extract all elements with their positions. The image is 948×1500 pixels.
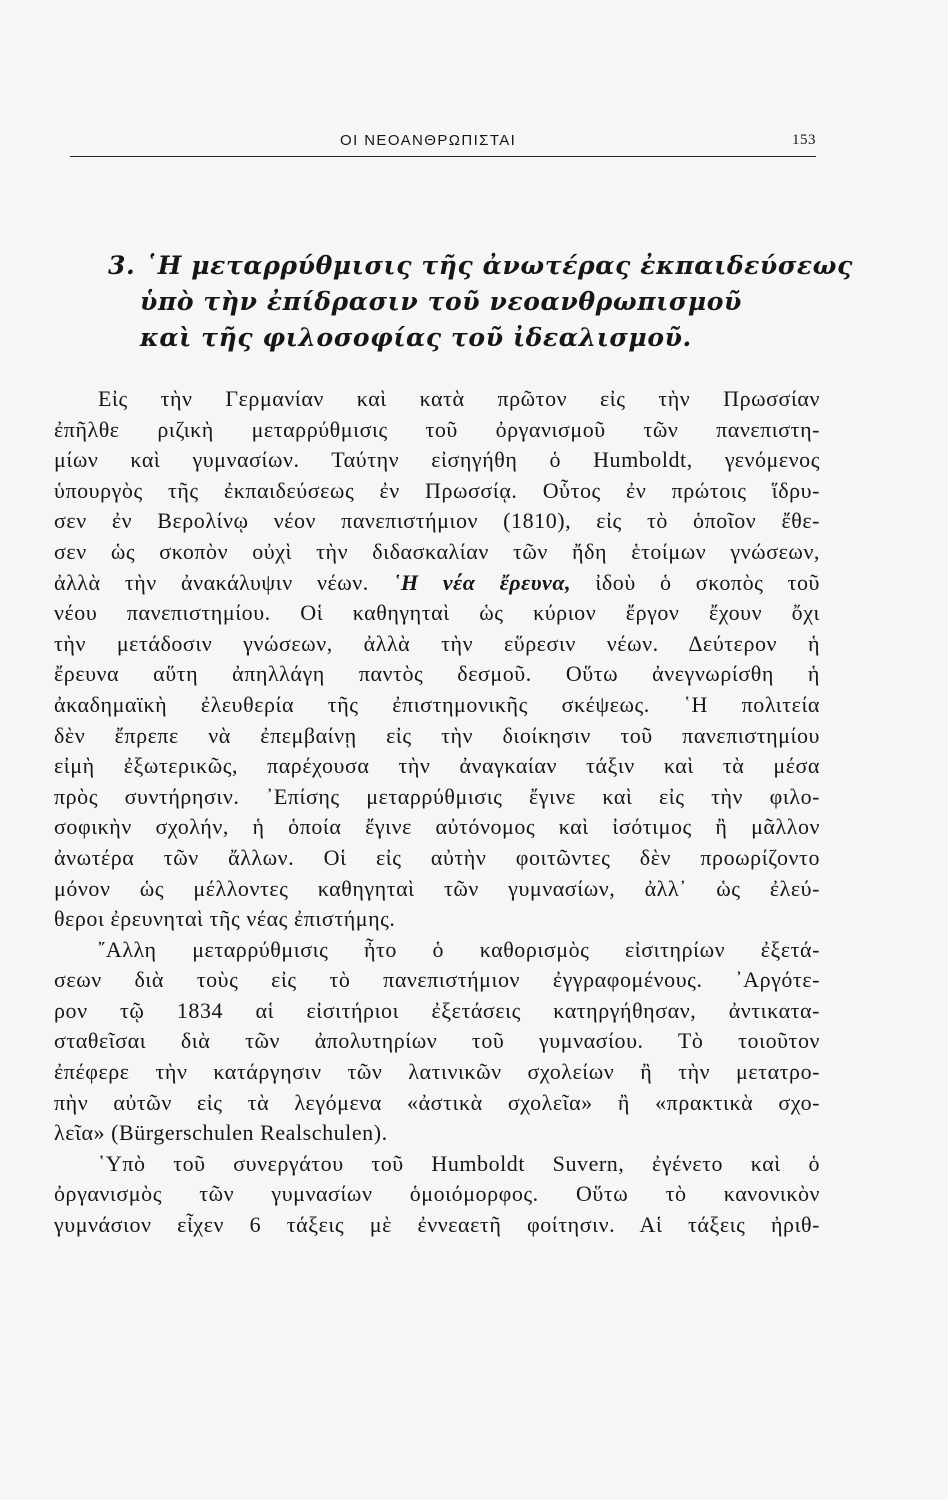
section-heading <box>108 248 853 356</box>
section-heading-line-3: καὶ τῆς φιλοσοφίας τοῦ ἰδεαλισμοῦ. <box>140 323 692 352</box>
text-line: σταθεῖσαι διὰ τῶν ἀπολυτηρίων τοῦ γυμνασίου. Τὸ τοιοῦτον <box>54 1028 820 1054</box>
text-line: γυμνάσιον εἶχεν 6 τάξεις μὲ ἐννεαετῆ φοίτησιν. Αἱ τάξεις ἠριθ- <box>54 1212 820 1238</box>
running-head-title: ΟΙ ΝΕΟΑΝΘΡΩΠΙΣΤΑΙ <box>340 132 517 149</box>
section-heading-text-1: ῾Η μεταρρύθμισις τῆς ἀνωτέρας ἐκπαιδεύσεως <box>144 251 853 280</box>
body-text <box>54 384 820 1241</box>
section-heading-line-1 <box>108 248 853 284</box>
section-heading-line-2: ὑπὸ τὴν ἐπίδρασιν τοῦ νεοανθρωπισμοῦ <box>140 287 742 316</box>
text-line: ῾Υπὸ τοῦ συνεργάτου τοῦ Humboldt Suvern, ἐγένετο καὶ ὁ <box>98 1150 820 1176</box>
text-line: τὴν μετάδοσιν γνώσεων, ἀλλὰ τὴν εὕρεσιν νέων. Δεύτερον ἡ <box>54 630 820 656</box>
text-line: ἐπῆλθε ριζικὴ μεταρρύθμισις τοῦ ὀργανισμοῦ τῶν πανεπιστη- <box>54 416 820 442</box>
text-line: εἰμὴ ἐξωτερικῶς, παρέχουσα τὴν ἀναγκαίαν τάξιν καὶ τὰ μέσα <box>54 753 820 779</box>
text-segment: ἰδοὺ ὁ σκοπὸς τοῦ <box>595 569 820 595</box>
text-line: σεν ἐν Βερολίνῳ νέον πανεπιστήμιον (1810), εἰς τὸ ὁποῖον ἔθε- <box>54 508 820 534</box>
text-line: Εἰς τὴν Γερμανίαν καὶ κατὰ πρῶτον εἰς τὴν Πρωσσίαν <box>98 386 820 411</box>
text-line: θεροι ἐρευνηταὶ τῆς νέας ἐπιστήμης. <box>54 906 396 932</box>
text-line: ἐπέφερε τὴν κατάργησιν τῶν λατινικῶν σχολείων ἢ τὴν μετατρο- <box>54 1059 820 1085</box>
text-line <box>54 568 820 599</box>
text-line: δὲν ἔπρεπε νὰ ἐπεμβαίνῃ εἰς τὴν διοίκησιν τοῦ πανεπιστημίου <box>54 722 820 748</box>
text-line: μίων καὶ γυμνασίων. Ταύτην εἰσηγήθη ὁ Humboldt, γενόμενος <box>54 447 820 473</box>
text-line: ὑπουργὸς τῆς ἐκπαιδεύσεως ἐν Πρωσσίᾳ. Οὗτος ἐν πρώτοις ἵδρυ- <box>54 477 820 503</box>
section-number: 3. <box>108 251 136 280</box>
text-line: ἔρευνα αὕτη ἀπηλλάγη παντὸς δεσμοῦ. Οὕτω ἀνεγνωρίσθη ἡ <box>54 661 820 687</box>
running-head <box>70 128 816 157</box>
text-line: λεῖα» (Bürgerschulen Realschulen). <box>54 1120 388 1146</box>
text-line: σεων διὰ τοὺς εἰς τὸ πανεπιστήμιον ἐγγραφομένους. ᾿Αργότε- <box>54 967 820 993</box>
page-number: 153 <box>792 132 816 148</box>
text-line: ἀνωτέρα τῶν ἄλλων. Οἱ εἰς αὐτὴν φοιτῶντες δὲν προωρίζοντο <box>54 844 820 870</box>
emphasized-phrase: ῾Η νέα ἔρευνα, <box>393 569 572 595</box>
text-line: πρὸς συντήρησιν. ᾿Επίσης μεταρρύθμισις ἔγινε καὶ εἰς τὴν φιλο- <box>54 783 820 809</box>
text-segment: ἀλλὰ τὴν ἀνακάλυψιν νέων. <box>54 569 369 595</box>
text-line: ἀκαδημαϊκὴ ἐλευθερία τῆς ἐπιστημονικῆς σκέψεως. ῾Η πολιτεία <box>54 691 820 717</box>
text-line: σεν ὡς σκοπὸν οὐχὶ τὴν διδασκαλίαν τῶν ἤδη ἑτοίμων γνώσεων, <box>54 538 820 564</box>
text-line: μόνον ὡς μέλλοντες καθηγηταὶ τῶν γυμνασίων, ἀλλ᾿ ὡς ἐλεύ- <box>54 875 820 901</box>
text-line: ῎Αλλη μεταρρύθμισις ἦτο ὁ καθορισμὸς εἰσιτηρίων ἐξετά- <box>98 936 820 962</box>
text-line: νέου πανεπιστημίου. Οἱ καθηγηταὶ ὡς κύριον ἔργον ἔχουν ὄχι <box>54 600 820 626</box>
text-line: ρον τῷ 1834 αἱ εἰσιτήριοι ἐξετάσεις κατηργήθησαν, ἀντικατα- <box>54 997 820 1023</box>
text-line: σοφικὴν σχολήν, ἡ ὁποία ἔγινε αὐτόνομος καὶ ἰσότιμος ἢ μᾶλλον <box>54 814 820 840</box>
text-line: πὴν αὐτῶν εἰς τὰ λεγόμενα «ἀστικὰ σχολεῖα» ἢ «πρακτικὰ σχο- <box>54 1089 820 1115</box>
text-line: ὀργανισμὸς τῶν γυμνασίων ὁμοιόμορφος. Οὕτω τὸ κανονικὸν <box>54 1181 820 1207</box>
